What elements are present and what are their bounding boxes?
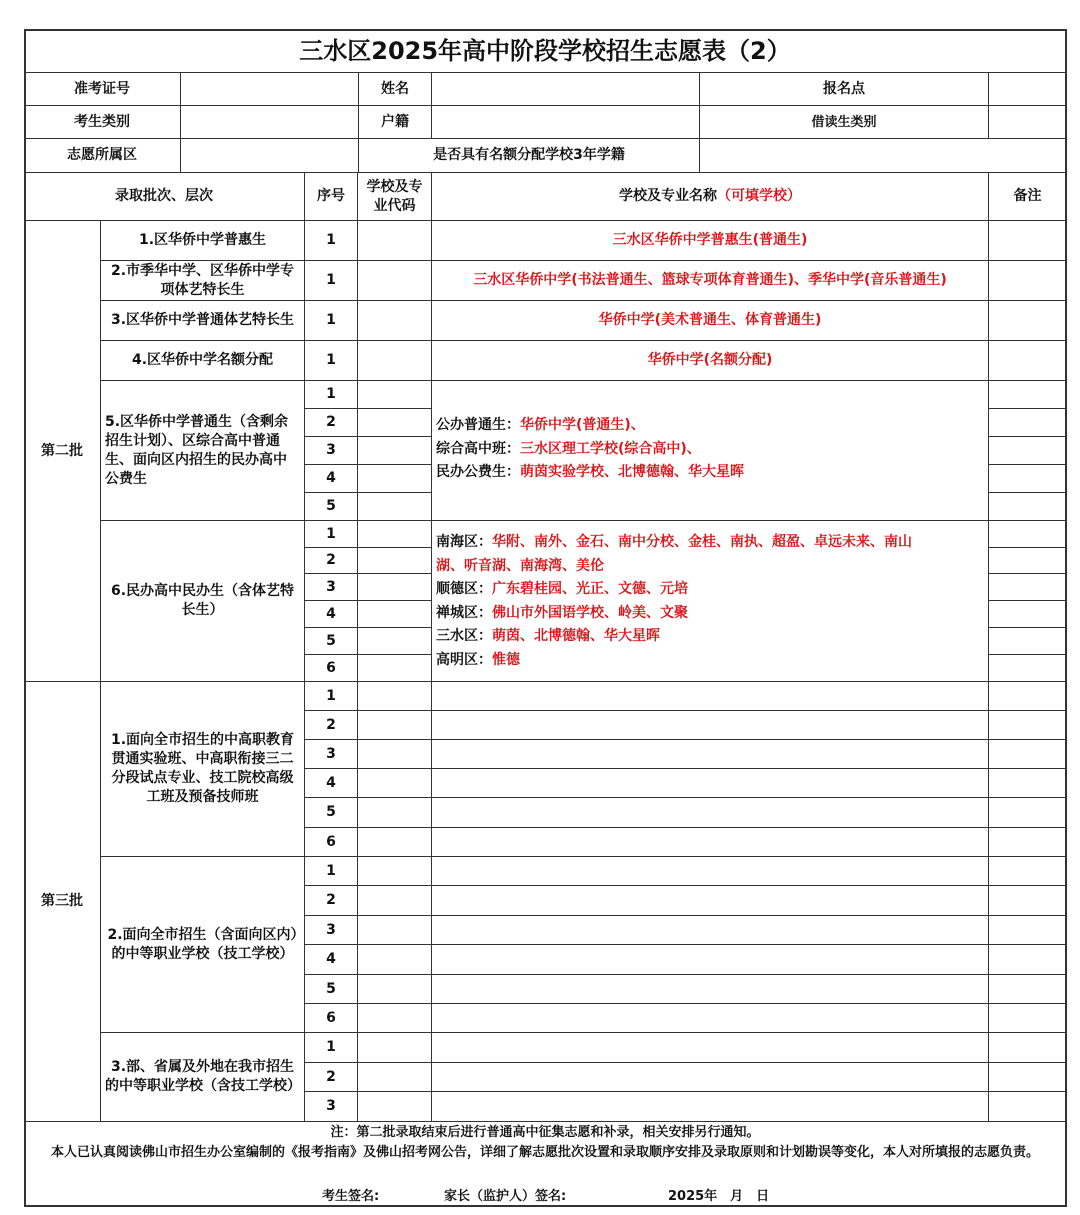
grid-line xyxy=(304,885,1066,886)
grid-line xyxy=(304,944,1066,945)
grid-line xyxy=(988,547,1066,548)
sign-student[interactable]: 考生签名: xyxy=(322,1189,380,1204)
grid-line xyxy=(357,172,358,1121)
batch2-row2-school[interactable]: 三水区华侨中学(书法普通生、篮球专项体育普通生)、季华中学(音乐普通生) xyxy=(473,272,947,288)
batch2-row1-school[interactable]: 三水区华侨中学普惠生(普通生) xyxy=(612,232,808,248)
batch2-row5-seq-3: 3 xyxy=(326,442,336,458)
batch3-seq-13: 1 xyxy=(326,1039,336,1055)
row6-line-3-value: 广东碧桂园、光正、文德、元培 xyxy=(492,581,688,597)
row5-line-1-key: 公办普通生： xyxy=(436,417,520,433)
batch2-label: 第二批 xyxy=(41,442,83,459)
grid-line xyxy=(988,464,1066,465)
grid-line xyxy=(988,436,1066,437)
batch2-row6-seq-6: 6 xyxy=(326,659,336,676)
batch2-row4-label: 4.区华侨中学名额分配 xyxy=(131,352,274,368)
sign-parent[interactable]: 家长（监护人）签名: xyxy=(444,1189,567,1204)
grid-line xyxy=(988,408,1066,409)
district-field[interactable] xyxy=(181,139,358,172)
grid-line xyxy=(988,654,1066,655)
row6-line-1-key: 南海区： xyxy=(436,534,492,550)
batch2-row5-seq-2: 2 xyxy=(326,414,336,430)
row5-line-3 xyxy=(436,461,984,485)
header-batch: 录取批次、层次 xyxy=(115,188,213,204)
batch3-group3-label: 3.部、省属及外地在我市招生的中等职业学校（含技工学校） xyxy=(105,1058,301,1094)
batch2-row5-seq-5: 5 xyxy=(326,498,336,514)
batch3-group2-label: 2.面向全市招生（含面向区内）的中等职业学校（技工学校） xyxy=(107,926,298,962)
batch3-seq-15: 3 xyxy=(326,1098,336,1114)
batch2-row5-label: 5.区华侨中学普通生（含剩余招生计划）、区综合高中普通生、面向区内招生的民办高中公费生 xyxy=(105,413,289,487)
batch3-seq-7: 1 xyxy=(326,862,336,879)
batch2-row1-seq: 1 xyxy=(326,232,336,248)
batch3-seq-12: 6 xyxy=(326,1009,336,1026)
district-label: 志愿所属区 xyxy=(67,147,137,163)
grid-line xyxy=(988,627,1066,628)
batch2-row2-seq: 1 xyxy=(326,272,336,288)
row5-line-3-key: 民办公费生： xyxy=(436,464,520,480)
batch2-row5-seq-4: 4 xyxy=(326,470,336,486)
batch3-seq-8: 2 xyxy=(326,892,336,908)
row6-line-3 xyxy=(436,578,984,602)
row5-line-2-value: 三水区理工学校(综合高中)、 xyxy=(520,440,701,457)
row6-line-3-key: 顺德区： xyxy=(436,581,492,597)
row5-line-1 xyxy=(436,414,984,438)
batch2-row3-label: 3.区华侨中学普通体艺特长生 xyxy=(110,312,295,328)
batch3-group1-label: 1.面向全市招生的中高职教育贯通实验班、中高职衔接三二分段试点专业、技工院校高级工班及预备技师班 xyxy=(110,732,295,805)
batch2-row4-school[interactable]: 华侨中学(名额分配) xyxy=(647,352,773,368)
batch3-seq-11: 5 xyxy=(326,980,336,997)
batch2-row6-seq-3: 3 xyxy=(326,578,336,595)
category-field[interactable] xyxy=(181,106,358,138)
batch2-row6-schools[interactable] xyxy=(436,531,984,672)
quota-question-field[interactable] xyxy=(700,139,1066,172)
batch3-seq-10: 4 xyxy=(326,951,336,967)
row6-line-4 xyxy=(436,602,984,626)
batch2-row6-seq-2: 2 xyxy=(326,552,336,568)
row5-line-3-value: 萌茵实验学校、北博德翰、华大星晖 xyxy=(520,464,744,480)
row5-line-2-key: 综合高中班： xyxy=(436,440,520,457)
grid-line xyxy=(304,710,1066,711)
grid-line xyxy=(988,492,1066,493)
batch3-label: 第三批 xyxy=(41,892,83,909)
batch3-seq-3: 3 xyxy=(326,745,336,762)
row6-line-5 xyxy=(436,625,984,649)
reg-point-field[interactable] xyxy=(989,73,1066,105)
grid-line xyxy=(304,797,1066,798)
batch3-seq-1: 1 xyxy=(326,687,336,704)
grid-line xyxy=(304,1003,1066,1004)
row6-line-4-value: 佛山市外国语学校、岭美、文聚 xyxy=(492,604,688,621)
grid-line xyxy=(304,1091,1066,1092)
grid-line xyxy=(988,573,1066,574)
batch2-row3-school[interactable]: 华侨中学(美术普通生、体育普通生) xyxy=(598,312,822,328)
hukou-label: 户籍 xyxy=(381,113,409,130)
grid-line xyxy=(304,1062,1066,1063)
row6-line-2-value: 湖、听音湖、南海湾、美伦 xyxy=(436,557,604,574)
grid-line xyxy=(988,600,1066,601)
grid-line xyxy=(304,915,1066,916)
header-code: 学校及专业代码 xyxy=(366,178,423,214)
batch2-row1-label: 1.区华侨中学普惠生 xyxy=(138,232,267,248)
footer-note: 注：第二批录取结束后进行普通高中征集志愿和补录，相关安排另行通知。 xyxy=(330,1125,760,1140)
batch2-row5-seq-1: 1 xyxy=(326,386,336,402)
batch2-row2-label: 2.市季华中学、区华侨中学专项体艺特长生 xyxy=(110,262,295,298)
row6-line-6-key: 高明区： xyxy=(436,651,492,668)
footer-statement: 本人已认真阅读佛山市招生办公室编制的《报考指南》及佛山招考网公告，详细了解志愿批次设置和录取顺序安排及录取原则和计划勘误等变化，本人对所填报的志愿负责。 xyxy=(50,1145,1039,1160)
name-field[interactable] xyxy=(432,73,699,105)
batch3-seq-4: 4 xyxy=(326,774,336,791)
category-label: 考生类别 xyxy=(74,113,130,130)
grid-line xyxy=(304,739,1066,740)
row5-line-1-value: 华侨中学(普通生)、 xyxy=(520,417,645,433)
batch3-seq-5: 5 xyxy=(326,804,336,820)
batch3-seq-2: 2 xyxy=(326,716,336,733)
grid-line xyxy=(24,1205,1067,1207)
header-school-label: 学校及专业名称 xyxy=(619,188,717,204)
reg-point-label: 报名点 xyxy=(823,80,865,97)
grid-line xyxy=(304,768,1066,769)
row6-line-1-value: 华附、南外、金石、南中分校、金桂、南执、超盈、卓远未来、南山 xyxy=(492,534,912,550)
hukou-field[interactable] xyxy=(432,106,699,138)
batch3-seq-14: 2 xyxy=(326,1068,336,1085)
row6-line-6-value: 惟德 xyxy=(492,651,520,668)
grid-line xyxy=(24,1121,1066,1122)
row5-line-2 xyxy=(436,438,984,462)
row6-line-5-key: 三水区： xyxy=(436,628,492,644)
row6-line-4-key: 禅城区： xyxy=(436,604,492,621)
borrow-category-field[interactable] xyxy=(989,106,1066,138)
header-school xyxy=(432,173,988,220)
batch2-row4-seq: 1 xyxy=(326,352,336,368)
batch2-row6-seq-5: 5 xyxy=(326,632,336,649)
header-remark: 备注 xyxy=(1013,188,1042,204)
batch2-row5-schools[interactable] xyxy=(436,414,984,485)
batch3-seq-6: 6 xyxy=(326,833,336,850)
row6-line-1 xyxy=(436,531,984,555)
exam-no-field[interactable] xyxy=(181,73,358,105)
row6-line-2 xyxy=(436,555,984,579)
exam-no-label: 准考证号 xyxy=(74,80,130,97)
grid-line xyxy=(304,974,1066,975)
batch2-row3-seq: 1 xyxy=(326,312,336,328)
grid-line xyxy=(304,827,1066,828)
quota-question-label: 是否具有名额分配学校3年学籍 xyxy=(433,147,625,163)
sign-date[interactable]: 2025年 月 日 xyxy=(668,1189,770,1204)
row6-line-6 xyxy=(436,649,984,673)
header-seq: 序号 xyxy=(317,188,345,204)
page-title: 三水区2025年高中阶段学校招生志愿表（2） xyxy=(299,36,791,65)
header-school-hint: （可填学校） xyxy=(717,188,801,204)
grid-line xyxy=(988,172,989,1121)
borrow-category-label: 借读生类别 xyxy=(811,114,877,130)
row6-line-5-value: 萌茵、北博德翰、华大星晖 xyxy=(492,628,660,644)
name-label: 姓名 xyxy=(381,80,409,97)
batch2-row6-label: 6.民办高中民办生（含体艺特长生） xyxy=(110,583,295,618)
batch3-seq-9: 3 xyxy=(326,921,336,938)
batch2-row6-seq-1: 1 xyxy=(326,525,336,542)
batch2-row6-seq-4: 4 xyxy=(326,605,336,622)
